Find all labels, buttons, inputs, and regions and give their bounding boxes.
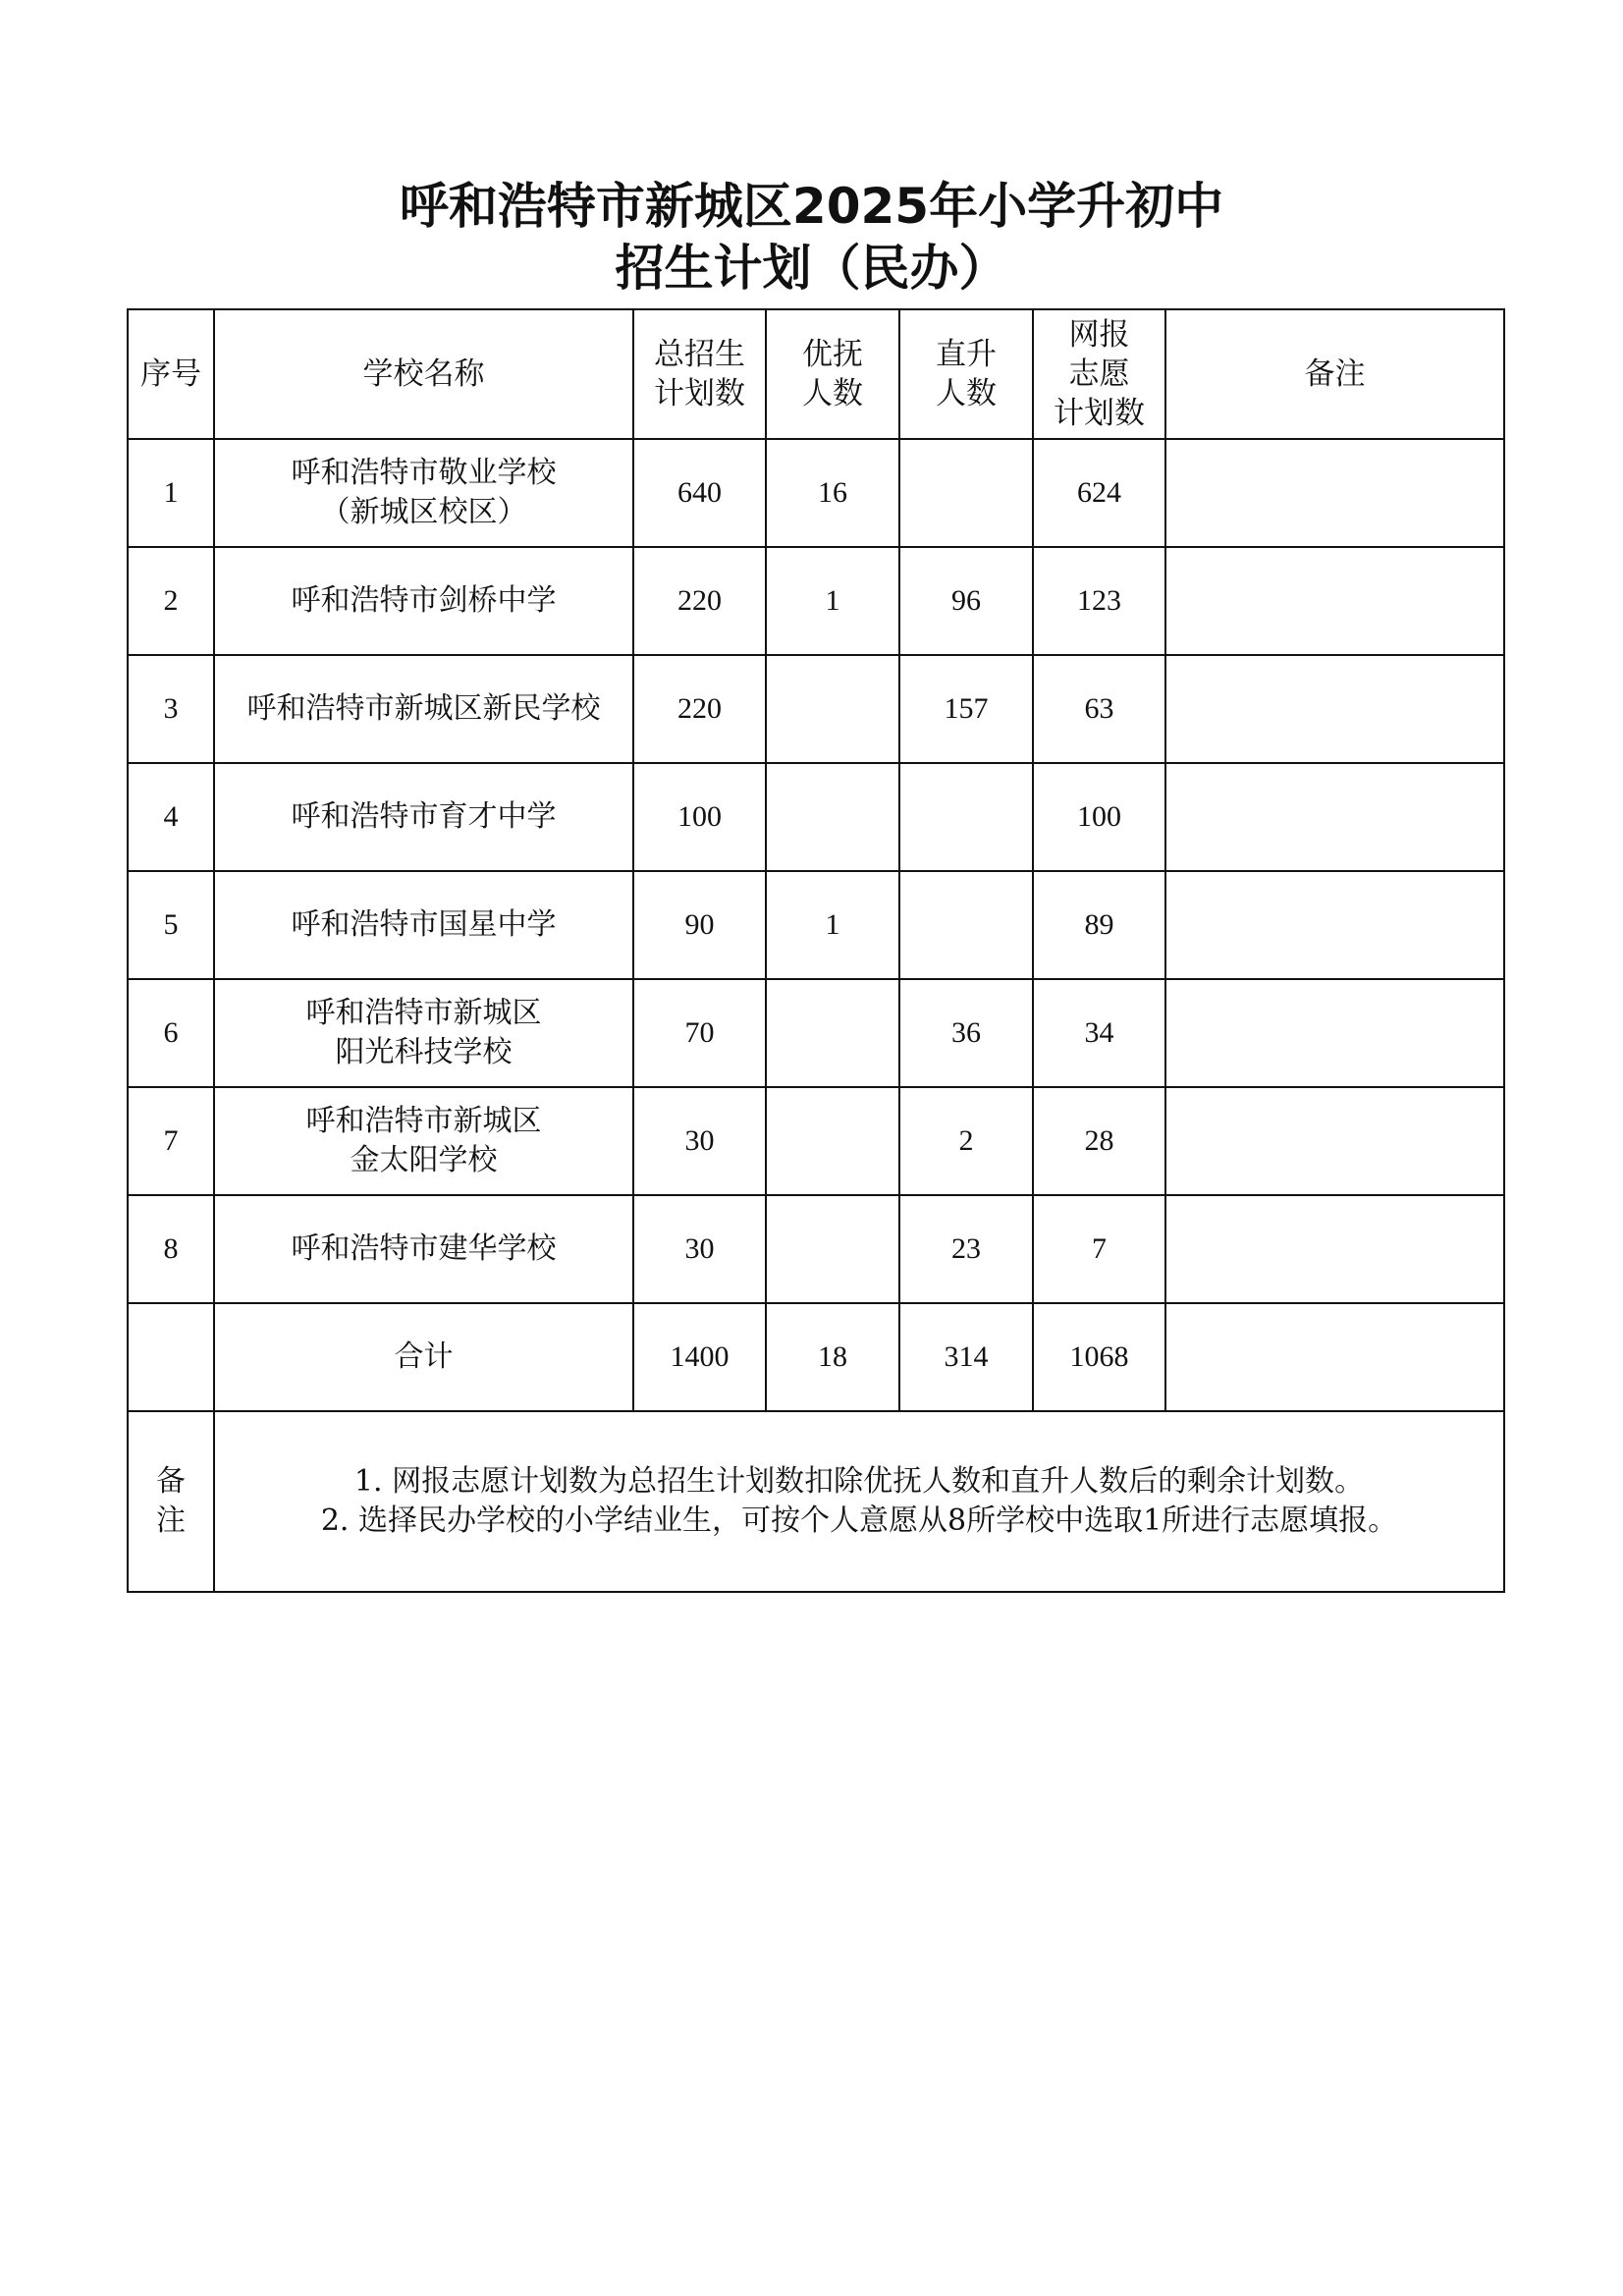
table-row <box>128 979 1504 1087</box>
cell-priority-count: 1 <box>766 547 899 655</box>
notes-label <box>128 1411 214 1592</box>
cell-total-plan: 100 <box>633 763 766 871</box>
header-total-plan-line1: 总招生 <box>654 337 745 372</box>
cell-direct-count: 2 <box>899 1087 1033 1195</box>
total-row <box>128 1303 1504 1411</box>
school-name-line2: 阳光科技学校 <box>335 1035 513 1069</box>
cell-school-name <box>214 979 633 1087</box>
cell-online-plan: 28 <box>1033 1087 1165 1195</box>
cell-seq: 4 <box>128 763 214 871</box>
table-row <box>128 871 1504 979</box>
note-item-2: 2. 选择民办学校的小学结业生，可按个人意愿从8所学校中选取1所进行志愿填报。 <box>320 1503 1398 1538</box>
cell-total-plan: 220 <box>633 547 766 655</box>
cell-direct-count <box>899 439 1033 547</box>
table-row <box>128 1195 1504 1303</box>
table-row <box>128 547 1504 655</box>
total-label: 合计 <box>214 1303 633 1411</box>
cell-total-plan: 640 <box>633 439 766 547</box>
cell-seq: 2 <box>128 547 214 655</box>
cell-online-plan: 89 <box>1033 871 1165 979</box>
notes-row <box>128 1411 1504 1592</box>
cell-priority-count <box>766 1087 899 1195</box>
total-cell-online-plan: 1068 <box>1033 1303 1165 1411</box>
cell-priority-count: 16 <box>766 439 899 547</box>
cell-online-plan: 624 <box>1033 439 1165 547</box>
cell-total-plan: 30 <box>633 1195 766 1303</box>
cell-online-plan: 123 <box>1033 547 1165 655</box>
cell-priority-count <box>766 1195 899 1303</box>
cell-direct-count: 96 <box>899 547 1033 655</box>
header-online-line2: 志愿 <box>1068 356 1130 392</box>
cell-direct-count <box>899 871 1033 979</box>
header-school-name: 学校名称 <box>214 309 633 439</box>
cell-remark <box>1165 979 1504 1087</box>
cell-school-name: 呼和浩特市新城区新民学校 <box>214 655 633 763</box>
header-priority-count <box>766 309 899 439</box>
notes-label-line1: 备 <box>156 1464 186 1499</box>
header-total-plan <box>633 309 766 439</box>
cell-school-name <box>214 439 633 547</box>
cell-total-plan: 220 <box>633 655 766 763</box>
total-cell-direct-count: 314 <box>899 1303 1033 1411</box>
school-name-line1: 呼和浩特市新城区 <box>305 996 542 1030</box>
school-name-line2: 金太阳学校 <box>350 1143 498 1177</box>
header-direct-line2: 人数 <box>936 376 997 411</box>
cell-seq: 3 <box>128 655 214 763</box>
table-row <box>128 763 1504 871</box>
header-remark: 备注 <box>1165 309 1504 439</box>
cell-remark <box>1165 655 1504 763</box>
cell-online-plan: 63 <box>1033 655 1165 763</box>
cell-priority-count <box>766 655 899 763</box>
school-name-line1: 呼和浩特市新城区 <box>305 1104 542 1138</box>
cell-school-name: 呼和浩特市剑桥中学 <box>214 547 633 655</box>
cell-priority-count: 1 <box>766 871 899 979</box>
table-row <box>128 655 1504 763</box>
note-item-1: 1. 网报志愿计划数为总招生计划数扣除优抚人数和直升人数后的剩余计划数。 <box>353 1464 1365 1499</box>
total-cell-total-plan: 1400 <box>633 1303 766 1411</box>
cell-seq: 8 <box>128 1195 214 1303</box>
cell-total-plan: 70 <box>633 979 766 1087</box>
header-row <box>128 309 1504 439</box>
cell-school-name: 呼和浩特市国星中学 <box>214 871 633 979</box>
cell-seq: 5 <box>128 871 214 979</box>
cell-direct-count: 36 <box>899 979 1033 1087</box>
header-online-line3: 计划数 <box>1054 396 1145 431</box>
cell-remark <box>1165 1195 1504 1303</box>
header-total-plan-line2: 计划数 <box>654 376 745 411</box>
table-row <box>128 1087 1504 1195</box>
total-cell-remark <box>1165 1303 1504 1411</box>
header-priority-line1: 优抚 <box>802 337 863 372</box>
cell-remark <box>1165 763 1504 871</box>
cell-online-plan: 100 <box>1033 763 1165 871</box>
cell-remark <box>1165 439 1504 547</box>
cell-school-name: 呼和浩特市建华学校 <box>214 1195 633 1303</box>
cell-direct-count: 23 <box>899 1195 1033 1303</box>
cell-priority-count <box>766 979 899 1087</box>
cell-remark <box>1165 1087 1504 1195</box>
header-seq: 序号 <box>128 309 214 439</box>
cell-school-name: 呼和浩特市育才中学 <box>214 763 633 871</box>
header-direct-line1: 直升 <box>936 337 997 372</box>
header-online-plan <box>1033 309 1165 439</box>
total-cell-seq <box>128 1303 214 1411</box>
cell-online-plan: 7 <box>1033 1195 1165 1303</box>
cell-direct-count <box>899 763 1033 871</box>
cell-remark <box>1165 871 1504 979</box>
cell-seq: 7 <box>128 1087 214 1195</box>
total-cell-priority-count: 18 <box>766 1303 899 1411</box>
document-title-line1: 呼和浩特市新城区2025年小学升初中 <box>399 178 1224 235</box>
header-direct-count <box>899 309 1033 439</box>
school-name-line2: （新城区校区） <box>320 495 527 529</box>
cell-seq: 1 <box>128 439 214 547</box>
cell-direct-count: 157 <box>899 655 1033 763</box>
enrollment-plan-table <box>127 308 1505 1593</box>
cell-school-name <box>214 1087 633 1195</box>
header-online-line1: 网报 <box>1068 317 1130 353</box>
cell-remark <box>1165 547 1504 655</box>
cell-total-plan: 90 <box>633 871 766 979</box>
cell-total-plan: 30 <box>633 1087 766 1195</box>
cell-online-plan: 34 <box>1033 979 1165 1087</box>
table-row <box>128 439 1504 547</box>
document-title-line2: 招生计划（民办） <box>615 240 1008 297</box>
school-name-line1: 呼和浩特市敬业学校 <box>291 456 557 490</box>
cell-priority-count <box>766 763 899 871</box>
notes-text <box>214 1411 1504 1592</box>
header-priority-line2: 人数 <box>802 376 863 411</box>
cell-seq: 6 <box>128 979 214 1087</box>
notes-label-line2: 注 <box>156 1503 186 1538</box>
